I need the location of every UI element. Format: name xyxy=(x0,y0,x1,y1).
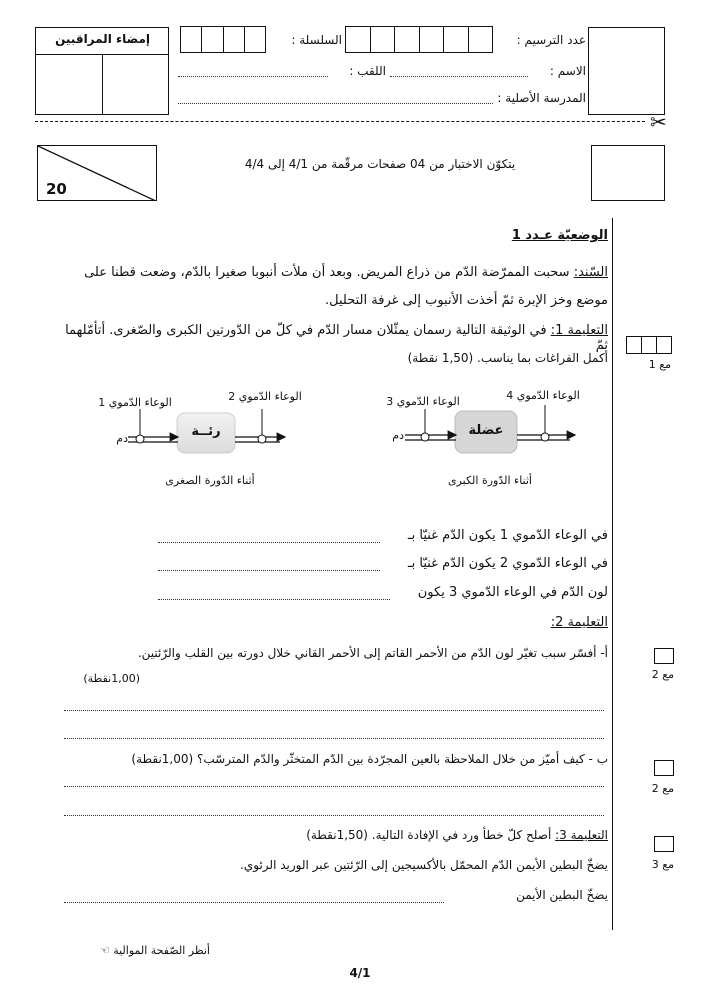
vessel-1-marker xyxy=(136,435,144,443)
answer-2b-line-1[interactable] xyxy=(64,786,604,787)
instruction2-b-line: ب - كيف أميّز من خلال الملاحظة بالعين المجرّدة بين الدّم المتخثّر والدّم المترسّب؟ (1,00نقطة) xyxy=(131,752,608,766)
pointing-hand-icon: ☜ xyxy=(99,944,110,957)
muscle-label: عضلة xyxy=(468,423,504,438)
vessel-2-marker xyxy=(258,435,266,443)
grade-box-3[interactable] xyxy=(654,836,674,852)
fill-line-2: في الوعاء الدّموي 2 يكون الدّم غنيّا بـ xyxy=(407,556,608,571)
side-label-2b: مع 2 xyxy=(651,782,674,795)
surname-label: اللقب : xyxy=(349,64,386,78)
right-caption: أثناء الدّورة الكبرى xyxy=(447,474,532,487)
supervisors-signature-box xyxy=(35,27,169,115)
left-caption: أثناء الدّورة الصغرى xyxy=(165,474,255,487)
scissors-icon: ✂ xyxy=(650,110,667,134)
code-box xyxy=(591,145,665,201)
support-text-1: سحبت الممرّضة الدّم من ذراع المريض. وبعد أن ملأت أنبوبا صغيرا بالدّم، وضعت قطنا على xyxy=(84,265,570,280)
surname-field[interactable] xyxy=(178,76,328,77)
fill-answer-2[interactable] xyxy=(158,570,380,571)
fill-answer-3[interactable] xyxy=(158,599,390,600)
left-vessel-1-label: الوعاء الدّموي 1 xyxy=(98,396,172,409)
fill-line-1: في الوعاء الدّموي 1 يكون الدّم غنيّا بـ xyxy=(407,528,608,543)
photo-box xyxy=(588,27,665,115)
instruction3-line xyxy=(240,828,608,842)
instruction3-statement-2: يضخّ البطين الأيمن xyxy=(516,888,608,902)
answer-2a-line-1[interactable] xyxy=(64,710,604,711)
side-label-2a: مع 2 xyxy=(651,668,674,681)
score-total: 20 xyxy=(46,180,67,198)
vessel-3-marker xyxy=(421,433,429,441)
score-box xyxy=(37,145,157,201)
instruction2-a-points: (1,00نقطة) xyxy=(83,672,140,685)
grade-box-1[interactable] xyxy=(626,336,672,354)
answer-2b-line-2[interactable] xyxy=(64,815,604,816)
page-number: 4/1 xyxy=(349,966,371,980)
answer-2a-line-2[interactable] xyxy=(64,738,604,739)
right-blood-label: دم xyxy=(392,429,404,442)
instruction1-text-2: أكمل الفراغات بما يناسب. (1,50 نقطة) xyxy=(407,351,608,365)
series-label: السلسلة : xyxy=(291,33,342,47)
instruction1-label: التعليمة 1: xyxy=(550,323,608,338)
cut-line xyxy=(35,121,645,122)
exam-info: يتكوّن الاختبار من 04 صفحات مرقّمة من 4/1 إلى 4/4 xyxy=(244,157,516,171)
registration-number-cells[interactable] xyxy=(345,26,493,53)
right-vessel-4-label: الوعاء الدّموي 4 xyxy=(506,389,580,402)
support-text-2: موضع وخز الإبرة ثمّ أخذت الأنبوب إلى غرفة التحليل. xyxy=(325,293,608,308)
fill-answer-1[interactable] xyxy=(158,542,380,543)
instruction3-statement-1: يضخّ البطين الأيمن الدّم المحمّل بالأكسيجين إلى الرّئتين عبر الوريد الرئوي. xyxy=(240,858,608,872)
school-field[interactable] xyxy=(178,103,493,104)
series-number-cells[interactable] xyxy=(180,26,266,53)
instruction3-label: التعليمة 3: xyxy=(555,828,608,842)
left-vessel-2-label: الوعاء الدّموي 2 xyxy=(228,390,302,403)
support-line-1 xyxy=(60,265,608,280)
grade-box-2a[interactable] xyxy=(654,648,674,664)
next-page-note xyxy=(60,944,210,957)
school-label: المدرسة الأصلية : xyxy=(497,91,586,105)
side-label-1: مع 1 xyxy=(648,358,671,371)
situation-title: الوضعيّة عـدد 1 xyxy=(511,228,608,243)
support-label: السّند: xyxy=(573,265,608,280)
answer-3-line[interactable] xyxy=(64,902,444,903)
fill-line-3: لون الدّم في الوعاء الدّموي 3 يكون xyxy=(417,585,608,600)
instruction2-label: التعليمة 2: xyxy=(550,615,608,630)
name-field[interactable] xyxy=(390,76,528,77)
instruction3-text: أصلح كلّ خطأ ورد في الإفادة التالية. (1,50نقطة) xyxy=(306,828,552,842)
name-label: الاسم : xyxy=(549,64,586,78)
next-page-text: أنظر الصّفحة الموالية xyxy=(113,944,210,957)
side-label-3: مع 3 xyxy=(651,858,674,871)
instruction1-line-1 xyxy=(50,323,608,353)
instruction2-a-line: أ- أفسّر سبب تغيّر لون الدّم من الأحمر القاتم إلى الأحمر القاني خلال دورته بين القلب والرّئتين. xyxy=(137,646,608,660)
registration-label: عدد الترسيم : xyxy=(516,33,586,47)
right-vessel-3-label: الوعاء الدّموي 3 xyxy=(386,395,460,408)
lung-label: رئــة xyxy=(191,424,221,439)
left-blood-label: دم xyxy=(116,432,128,445)
instruction1-text-1: في الوثيقة التالية رسمان يمثّلان مسار الدّم في كلّ من الدّورتين الكبرى والصّغرى. أتأمّلهما ثمّ xyxy=(65,323,608,353)
supervisors-label: إمضاء المراقبين xyxy=(55,32,150,46)
margin-line xyxy=(612,218,613,930)
grade-box-2b[interactable] xyxy=(654,760,674,776)
vessel-4-marker xyxy=(541,433,549,441)
